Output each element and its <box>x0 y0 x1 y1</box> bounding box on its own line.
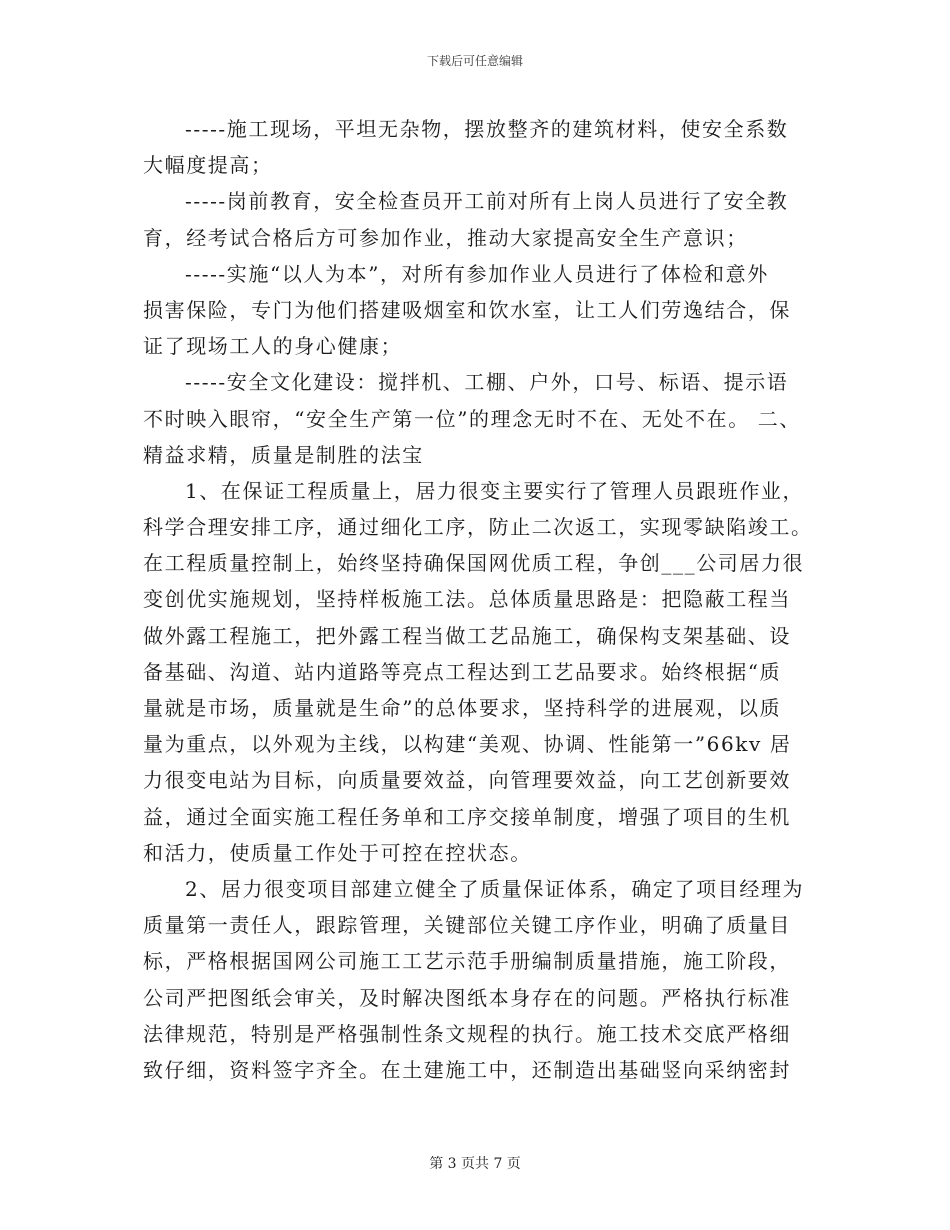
text-line: 损害保险，专门为他们搭建吸烟室和饮水室，让工人们劳逸结合，保 <box>143 297 791 322</box>
text-line: 不时映入眼帘，“安全生产第一位”的理念无时不在、无处不在。 二、 <box>143 406 802 431</box>
text-line: -----实施“以人为本”，对所有参加作业人员进行了体检和意外 <box>185 261 769 286</box>
text-line: 证了现场工人的身心健康； <box>143 334 403 359</box>
text-line: -----施工现场，平坦无杂物，摆放整齐的建筑材料，使安全系数 <box>185 117 789 141</box>
text-line: 2、居力很变项目部建立健全了质量保证体系，确定了项目经理为 <box>185 876 805 901</box>
text-line: 致仔细，资料签字齐全。在土建施工中，还制造出基础竖向采纳密封 <box>143 1057 791 1082</box>
text-line: 和活力，使质量工作处于可控在控状态。 <box>143 840 532 865</box>
text-line: 量就是市场，质量就是生命”的总体要求，坚持科学的进展观，以质 <box>143 696 782 720</box>
page-header: 下载后可任意编辑 <box>426 54 523 68</box>
text-line: 科学合理安排工序，通过细化工序，防止二次返工，实现零缺陷竣工。 <box>143 515 813 540</box>
text-line: 质量第一责任人，跟踪管理，关键部位关键工序作业，明确了质量目 <box>143 913 791 938</box>
text-line: 量为重点，以外观为主线，以构建“美观、协调、性能第一”66kv 居 <box>143 732 792 757</box>
text-line: 备基础、沟道、站内道路等亮点工程达到工艺品要求。始终根据“质 <box>143 659 782 684</box>
text-line: 益，通过全面实施工程任务单和工序交接单制度，增强了项目的生机 <box>143 804 791 829</box>
text-line: 标，严格根据国网公司施工工艺示范手册编制质量措施，施工阶段， <box>143 949 791 974</box>
text-line: 公司严把图纸会审关，及时解决图纸本身存在的问题。严格执行标准 <box>143 985 791 1010</box>
text-line: 在工程质量控制上，始终坚持确保国网优质工程，争创___公司居力很 <box>143 551 805 576</box>
text-line: 法律规范，特别是严格强制性条文规程的执行。施工技术交底严格细 <box>143 1021 791 1046</box>
text-line: 做外露工程施工，把外露工程当做工艺品施工，确保构支架基础、设 <box>143 623 791 648</box>
text-line: 精益求精，质量是制胜的法宝 <box>143 442 424 467</box>
document-body <box>143 111 815 1088</box>
text-line: 育，经考试合格后方可参加作业，推动大家提高安全生产意识； <box>143 225 748 250</box>
text-line: -----安全文化建设：搅拌机、工棚、户外，口号、标语、提示语 <box>185 370 789 395</box>
text-line: 1、在保证工程质量上，居力很变主要实行了管理人员跟班作业， <box>185 478 805 503</box>
text-line: -----岗前教育，安全检查员开工前对所有上岗人员进行了安全教 <box>185 189 789 214</box>
text-line: 变创优实施规划，坚持样板施工法。总体质量思路是：把隐蔽工程当 <box>143 587 791 612</box>
text-line: 力很变电站为目标，向质量要效益，向管理要效益，向工艺创新要效 <box>143 768 791 793</box>
text-line: 大幅度提高； <box>143 153 273 178</box>
page-footer: 第 3 页共 7 页 <box>429 1156 521 1172</box>
